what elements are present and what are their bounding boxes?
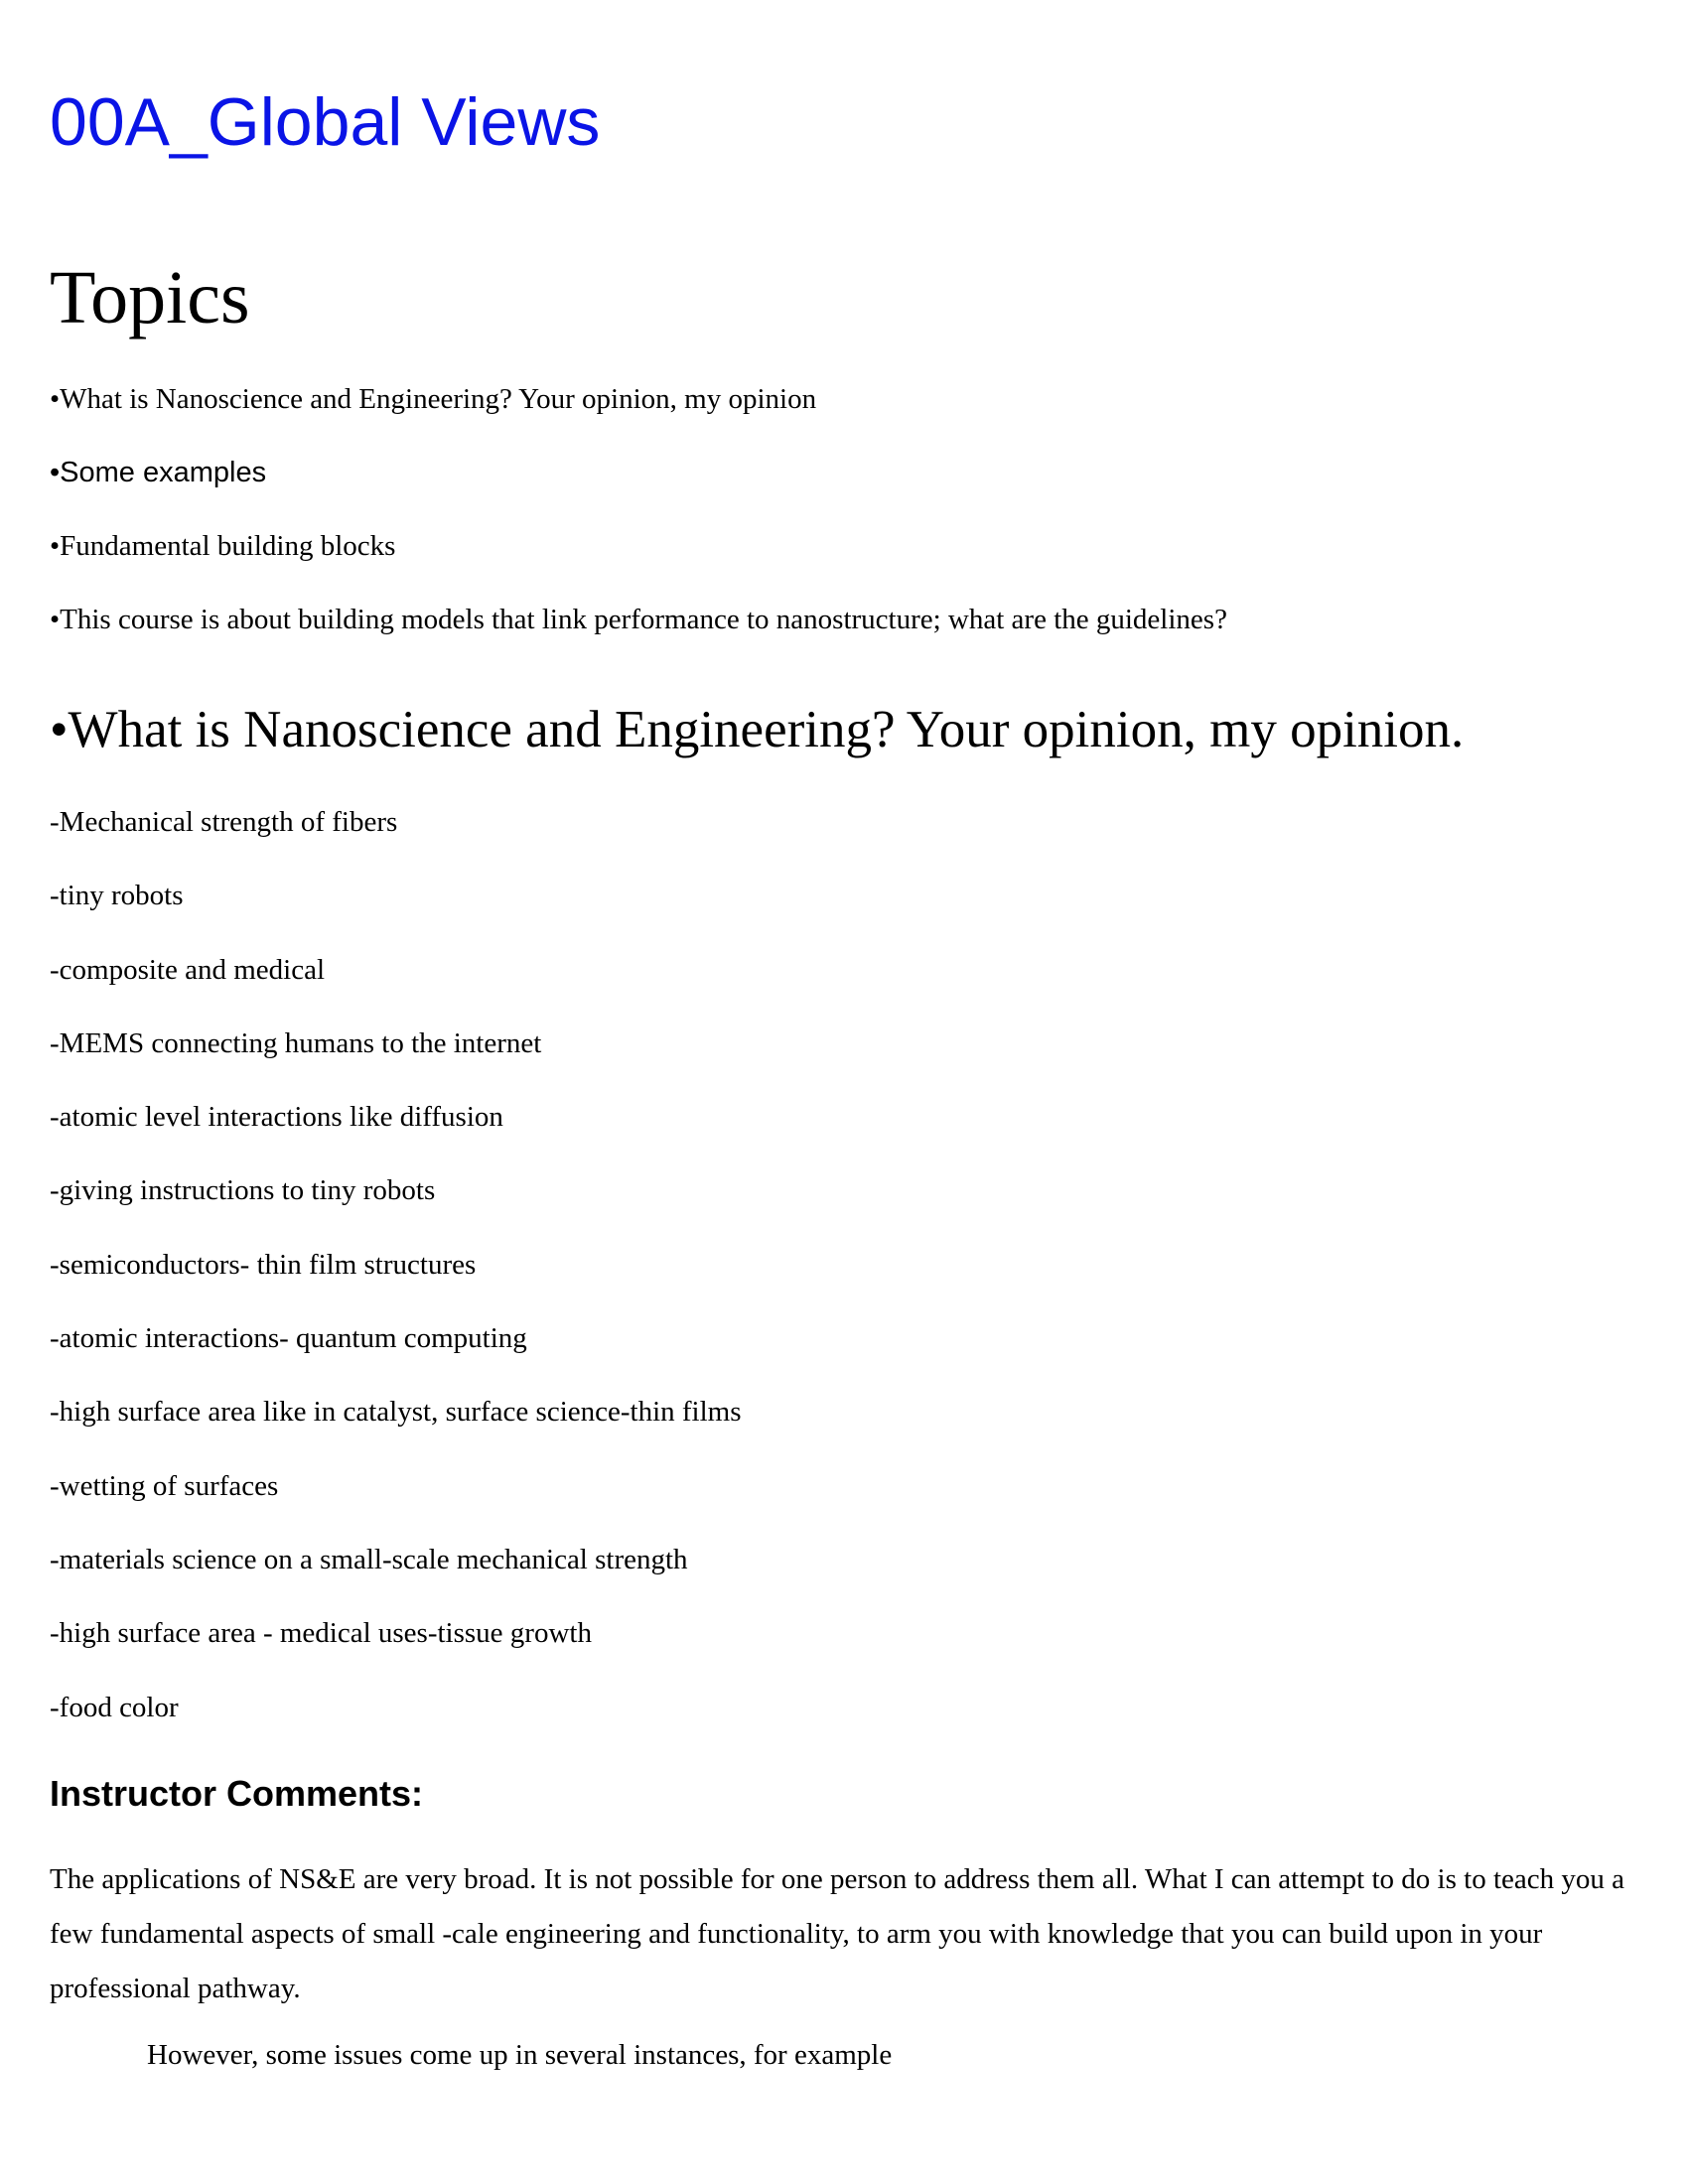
document-title: 00A_Global Views [50, 84, 601, 160]
instructor-comments-paragraph: The applications of NS&E are very broad. It is not possible for one person to address them all. What I can attempt to do is to teach you a few fundamental aspects of small -cale engineering and functionality, to arm you with knowledge that you can build upon in your professional pathway. [50, 1863, 1624, 2004]
opinion-item: -atomic interactions- quantum computing [50, 1322, 527, 1355]
topic-item: •Some examples [50, 457, 267, 488]
topics-heading: Topics [50, 256, 250, 340]
instructor-comments-followup: However, some issues come up in several instances, for example [147, 2039, 893, 2071]
topic-item: •Fundamental building blocks [50, 530, 396, 562]
opinion-item: -atomic level interactions like diffusion [50, 1101, 503, 1134]
opinion-item: -materials science on a small-scale mechanical strength [50, 1543, 688, 1575]
topic-item: •This course is about building models that link performance to nanostructure; what are the guidelines? [50, 604, 1227, 635]
topics-list [50, 379, 1227, 673]
opinion-section-heading: •What is Nanoscience and Engineering? Your opinion, my opinion. [50, 701, 1465, 758]
opinion-item: -high surface area like in catalyst, surface science-thin films [50, 1396, 742, 1429]
opinion-item: -MEMS connecting humans to the internet [50, 1026, 542, 1059]
opinion-item: -food color [50, 1691, 179, 1723]
instructor-comments-heading: Instructor Comments: [50, 1773, 424, 1814]
opinion-item: -composite and medical [50, 953, 326, 986]
opinion-item: -Mechanical strength of fibers [50, 806, 398, 838]
opinion-list [50, 802, 742, 1761]
opinion-item: -high surface area - medical uses-tissue growth [50, 1617, 592, 1650]
opinion-item: -tiny robots [50, 880, 184, 912]
opinion-item: -wetting of surfaces [50, 1469, 279, 1502]
opinion-item: -semiconductors- thin film structures [50, 1248, 477, 1281]
opinion-item: -giving instructions to tiny robots [50, 1174, 436, 1207]
topic-item: •What is Nanoscience and Engineering? Your opinion, my opinion [50, 383, 817, 415]
